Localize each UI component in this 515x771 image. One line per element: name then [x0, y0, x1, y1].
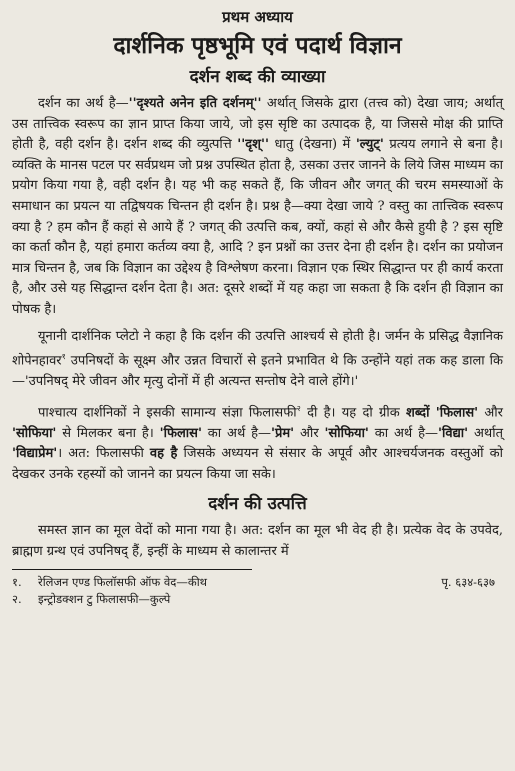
text-span: प्रत्यय लगाने से बना है। व्यक्ति के मानस पटल पर सर्वप्रथम जो प्रश्न उपस्थित होता है, उसका उत्तर जानने के लिये जिस माध्यम का प्रयोग किया गया है, वही दर्शन है। यह भी कह सकते हैं, कि जीवन और जगत् की चरम समस्याओं के समाधान का प्रयत्न या तद्विषयक चिन्तन ही दर्शन है। प्रश्न है—क्या देखा जाये ? वस्तु का तात्त्विक स्वरूप क्या है ? हम कौन हैं कहां से आये हैं ? जगत् की उत्पत्ति कब, क्यों, कहां से और कैसे हुयी है ? इस सृष्टि का कर्ता कौन है, यहां हमारा कर्तव्य क्या है, आदि ? इन प्रश्नों का उत्तर देना ही दर्शन है। दर्शन का प्रयोजन मात्र चिन्तन है, जब कि विज्ञान का उद्देश्य है विश्लेषण करना। विज्ञान एक स्थिर सिद्धान्त पर ही कार्य करता है, और उसे यह सिद्धान्त दर्शन देता है। अत: दूसरे शब्दों में यह कहा जा सकता है कि दर्शन ही विज्ञान का पोषक है।	[12, 137, 504, 317]
bold-word: 'फिलास'	[435, 404, 479, 420]
bold-word: 'प्रेम'	[271, 425, 295, 441]
text-span: अर्थात्	[468, 425, 504, 441]
text-span: का अर्थ है—	[201, 425, 272, 441]
text-span: का अर्थ है—	[368, 425, 438, 441]
footnote-divider	[12, 569, 252, 570]
chapter-title: दार्शनिक पृष्ठभूमि एवं पदार्थ विज्ञान	[113, 32, 402, 59]
text-span: धातु (देखना) में	[268, 137, 356, 153]
text-span: से मिलकर बना है।	[56, 425, 160, 441]
footnote-ref-1: १	[61, 352, 66, 362]
paragraph-4: समस्त ज्ञान का मूल वेदों को माना गया है। अत: दर्शन का मूल भी वेद ही है। प्रत्येक वेद के उपवेद, ब्राह्मण ग्रन्थ एवं उपनिषद् हैं, इन्हीं के माध्यम से कालान्तर में	[12, 523, 503, 559]
text-span: पाश्चात्य दार्शनिकों ने इसकी सामान्य संज्ञा फिलासफी	[38, 404, 297, 420]
suffix-word: 'ल्युट्'	[355, 137, 384, 153]
footnote-ref-2: २	[296, 403, 301, 413]
bold-word: 'सोफिया'	[324, 425, 369, 441]
bold-word: 'सोफिया'	[12, 425, 57, 441]
footnote-page: पृ. ६३४-६३७	[441, 574, 495, 589]
bold-word: वह है	[149, 446, 178, 462]
text-span: । अत: फिलासफी	[57, 446, 150, 462]
bold-word: शब्दों	[406, 404, 430, 420]
paragraph-2	[12, 327, 503, 393]
section-heading-2: दर्शन की उत्पत्ति	[208, 494, 307, 515]
text-span: दी है। यह दो ग्रीक	[300, 404, 407, 420]
text-span: और	[294, 425, 325, 441]
text-span: दर्शन का अर्थ है—	[38, 96, 129, 111]
text-span: उपनिषदों के सूक्ष्म और उन्नत विचारों से इतने प्रभावित थे कि उन्होंने यहां तक कह डाला कि—'उपनिषद् मेरे जीवन और मृत्यु दोनों में ही अत्यन्त सन्तोष देने वाले होंगे।'	[12, 353, 503, 390]
text-span: जिसके अध्ययन से संसार के अपूर्व और आश्चर्यजनक वस्तुओं को देखकर उनके रहस्यों को जानने का प्रयत्न किया जा सके।	[12, 446, 504, 482]
chapter-heading: प्रथम अध्याय	[222, 8, 293, 26]
bold-word: 'विद्या'	[438, 425, 469, 441]
footnote-number: २.	[12, 591, 22, 606]
text-span: यूनानी दार्शनिक प्लेटो ने कहा है कि दर्शन की उत्पत्ति आश्चर्य से होती है। जर्मन के प्रसिद्ध वैज्ञानिक शोपेनहावर	[12, 328, 503, 369]
text-span: अर्थात् जिसके द्वारा (तत्त्व को) देखा जाय; अर्थात् उस तात्त्विक स्वरूप का ज्ञान प्राप्त किया जाये, जो इस सृष्टि का उत्पादक है, या जिससे मोक्ष की प्राप्ति होती है, वही दर्शन है। दर्शन शब्द की व्युत्पत्ति	[12, 96, 503, 153]
root-word: ''दृश्''	[237, 137, 269, 153]
footnote-text: रेलिजन एण्ड फिलॉसफी ऑफ वेद—कीथ	[38, 574, 208, 589]
footnote-2	[12, 591, 503, 608]
sanskrit-quote: ''दृश्यते अनेन इति दर्शनम्''	[128, 96, 262, 111]
section-heading-1: दर्शन शब्द की व्याख्या	[189, 67, 326, 87]
paragraph-1	[12, 94, 503, 321]
bold-word: 'फिलास'	[159, 425, 202, 441]
paragraph-3	[12, 399, 503, 486]
text-span: और	[478, 404, 503, 420]
footnote-text: इन्ट्रोडक्शन टु फिलासफी—कुल्पे	[38, 591, 171, 606]
footnote-number: १.	[12, 574, 22, 589]
bold-word: 'विद्याप्रेम'	[12, 446, 58, 462]
footnote-1	[12, 574, 503, 591]
